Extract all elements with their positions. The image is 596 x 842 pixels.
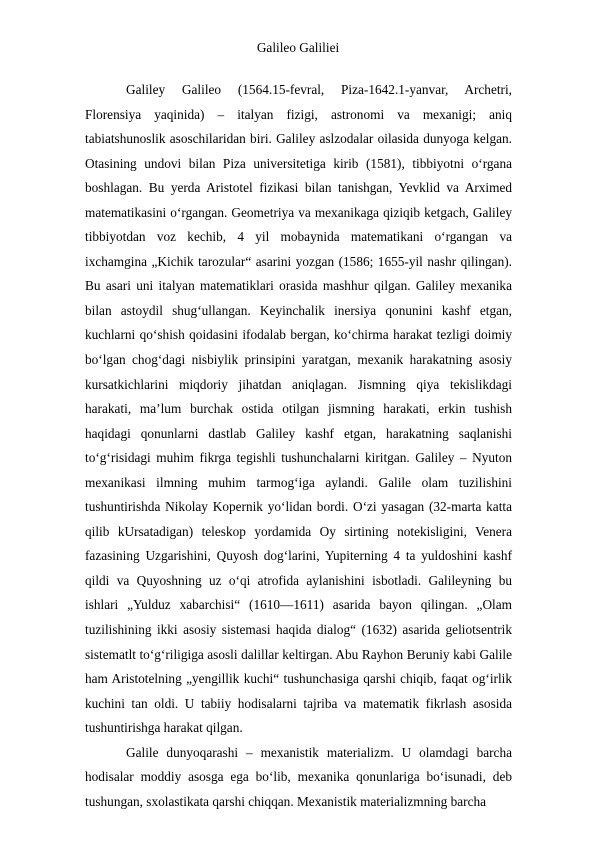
document-title: Galileo Galiliei (256, 40, 340, 55)
paragraph-worldview: Galile dunyoqarashi – mexanistik materializm. U olamdagi barcha hodisalar moddiy asosga ega boʻlib, mexanika qonunlariga boʻisunadi, deb tushungan, sxolastikata qarshi chiqqan. Mexanistik materializmning barcha (85, 744, 512, 809)
document-body (85, 78, 512, 814)
paragraph-biography: Galiley Galileo (1564.15-fevral, Piza-1642.1-yanvar, Archetri, Florensiya yaqinida) – italyan fizigi, astronomi va mexanigi; aniq tabiatshunoslik asoschilaridan biri. Galiley aslzodalar oilasida dunyoga kelgan. Otasining undovi bilan Piza universitetiga kirib (1581), tibbiyotni oʻrgana boshlagan. Bu yerda Aristotel fizikasi bilan tanishgan, Yevklid va Arximed matematikasini oʻrgangan. Geometriya va mexanikaga qiziqib ketgach, Galiley tibbiyotdan voz kechib, 4 yil mobaynida matematikani oʻrgangan va ixchamgina „Kichik tarozular“ asarini yozgan (1586; 1655-yil nashr qilingan). Bu asari uni italyan matematiklari orasida mashhur qilgan. Galiley mexanika bilan astoydil shugʻullangan. Keyinchalik inersiya qonunini kashf etgan, kuchlarni qoʻshish qoidasini ifodalab bergan, koʻchirma harakat tezligi doimiy boʻlgan chogʻdagi nisbiylik prinsipini yaratgan, mexanik harakatning asosiy kursatkichlarini miqdoriy jihatdan aniqlagan. Jismning qiya tekislikdagi harakati, maʼlum burchak ostida otilgan jismning harakati, erkin tushish haqidagi qonunlarni dastlab Galiley kashf etgan, harakatning saqlanishi toʻgʻrisidagi muhim fikrga tegishli tushunchalarni kiritgan. Galiley – Nyuton mexanikasi ilmning muhim tarmogʻiga aylandi. Galile olam tuzilishini tushuntirishda Nikolay Kopernik yoʻlidan bordi. Oʻzi yasagan (32-marta katta qilib kUrsatadigan) teleskop yordamida Oy sirtining notekisligini, Venera fazasining Uzgarishini, Quyosh dogʻlarini, Yupiterning 4 ta yuldoshini kashf qildi va Quyoshning uz oʻqi atrofida aylanishini isbotladi. Galileyning bu ishlari „Yulduz xabarchisi“ (1610—1611) asarida bayon qilingan. „Olam tuzilishining ikki asosiy sistemasi haqida dialog“ (1632) asarida geliotsentrik sistematlt toʻgʻriligiga asosli dalillar keltirgan. Abu Rayhon Beruniy kabi Galile ham Aristotelning „yengillik kuchi“ tushunchasiga qarshi chiqib, faqat ogʻirlik kuchini tan oldi. U tabiiy hodisalarni tajriba va matematik fikrlash asosida tushuntirishga harakat qilgan. (85, 82, 512, 736)
